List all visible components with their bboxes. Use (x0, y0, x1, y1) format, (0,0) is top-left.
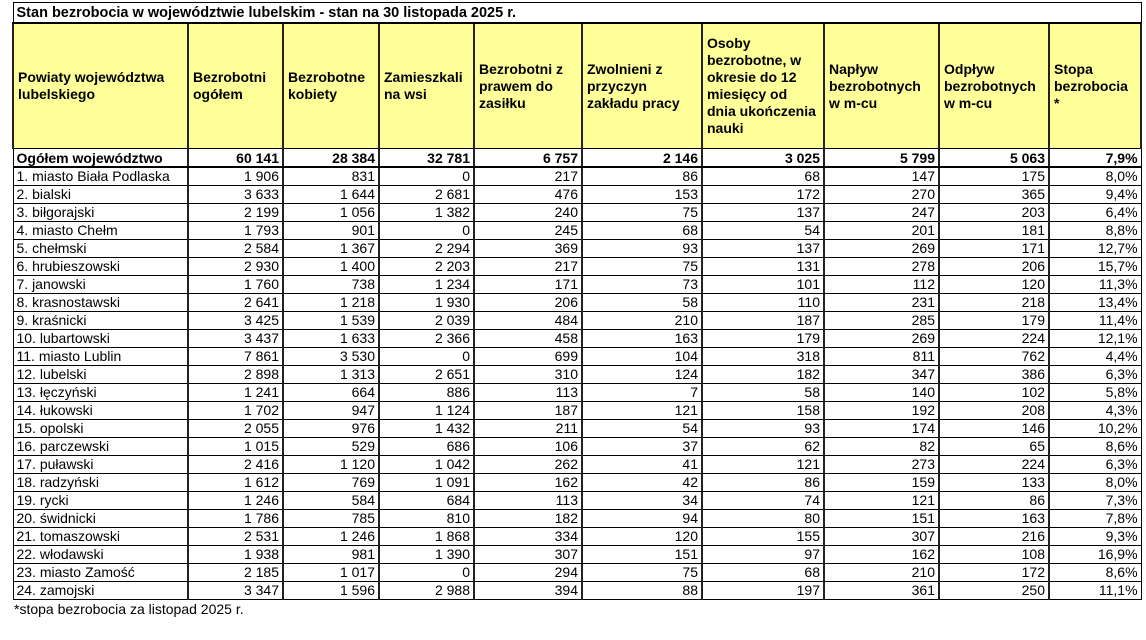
powiat-name-cell: 18. radzyński (13, 474, 188, 492)
value-cell: 1 218 (283, 294, 379, 312)
value-cell: 1 390 (379, 546, 474, 564)
table-row (13, 564, 1141, 582)
value-cell: 13,4% (1049, 294, 1141, 312)
value-cell: 0 (379, 348, 474, 366)
value-cell: 1 633 (283, 330, 379, 348)
cell: 7,9% (1049, 149, 1141, 168)
value-cell: 1 015 (188, 438, 283, 456)
value-cell: 181 (939, 222, 1049, 240)
value-cell: 162 (474, 474, 582, 492)
powiat-name-cell: 2. bialski (13, 186, 188, 204)
value-cell: 172 (702, 186, 824, 204)
powiat-name-cell: 23. miasto Zamość (13, 564, 188, 582)
value-cell: 137 (702, 204, 824, 222)
value-cell: 981 (283, 546, 379, 564)
value-cell: 41 (582, 456, 702, 474)
value-cell: 1 906 (188, 167, 283, 186)
value-cell: 1 234 (379, 276, 474, 294)
powiat-name-cell: 22. włodawski (13, 546, 188, 564)
value-cell: 2 039 (379, 312, 474, 330)
table-row (13, 456, 1141, 474)
value-cell: 7 861 (188, 348, 283, 366)
value-cell: 162 (824, 546, 939, 564)
powiat-name-cell: 13. łęczyński (13, 384, 188, 402)
header-row (13, 23, 1141, 149)
value-cell: 217 (474, 167, 582, 186)
value-cell: 250 (939, 582, 1049, 600)
table-row (13, 204, 1141, 222)
col-header-odplyw: Odpływ bezrobotnych w m-cu (939, 23, 1049, 149)
table-row (13, 384, 1141, 402)
powiat-name-cell: 16. parczewski (13, 438, 188, 456)
value-cell: 2 651 (379, 366, 474, 384)
value-cell: 2 203 (379, 258, 474, 276)
value-cell: 206 (939, 258, 1049, 276)
value-cell: 121 (702, 456, 824, 474)
powiat-name-cell: 3. biłgorajski (13, 204, 188, 222)
powiat-name-cell: 1. miasto Biała Podlaska (13, 167, 188, 186)
value-cell: 1 432 (379, 420, 474, 438)
table-row (13, 402, 1141, 420)
value-cell: 1 382 (379, 204, 474, 222)
value-cell: 2 584 (188, 240, 283, 258)
value-cell: 75 (582, 564, 702, 582)
value-cell: 80 (702, 510, 824, 528)
value-cell: 6,3% (1049, 366, 1141, 384)
value-cell: 318 (702, 348, 824, 366)
cell: 5 063 (939, 149, 1049, 168)
value-cell: 11,4% (1049, 312, 1141, 330)
table-row (13, 510, 1141, 528)
value-cell: 121 (824, 492, 939, 510)
value-cell: 476 (474, 186, 582, 204)
cell: 2 146 (582, 149, 702, 168)
value-cell: 831 (283, 167, 379, 186)
value-cell: 3 633 (188, 186, 283, 204)
table-row (13, 330, 1141, 348)
value-cell: 8,0% (1049, 474, 1141, 492)
value-cell: 140 (824, 384, 939, 402)
value-cell: 2 531 (188, 528, 283, 546)
value-cell: 307 (474, 546, 582, 564)
value-cell: 82 (824, 438, 939, 456)
value-cell: 133 (939, 474, 1049, 492)
value-cell: 7,3% (1049, 492, 1141, 510)
table-row (13, 258, 1141, 276)
value-cell: 2 416 (188, 456, 283, 474)
col-header-absolwenci: Osoby bezrobotne, w okresie do 12 miesięcy od dnia ukończenia nauki (702, 23, 824, 149)
value-cell: 240 (474, 204, 582, 222)
cell: 6 757 (474, 149, 582, 168)
value-cell: 11,3% (1049, 276, 1141, 294)
value-cell: 5,8% (1049, 384, 1141, 402)
value-cell: 217 (474, 258, 582, 276)
value-cell: 269 (824, 240, 939, 258)
value-cell: 68 (702, 167, 824, 186)
value-cell: 54 (702, 222, 824, 240)
cell: 28 384 (283, 149, 379, 168)
value-cell: 699 (474, 348, 582, 366)
value-cell: 1 367 (283, 240, 379, 258)
value-cell: 216 (939, 528, 1049, 546)
value-cell: 94 (582, 510, 702, 528)
value-cell: 7 (582, 384, 702, 402)
value-cell: 273 (824, 456, 939, 474)
value-cell: 121 (582, 402, 702, 420)
table-row (13, 222, 1141, 240)
value-cell: 93 (582, 240, 702, 258)
value-cell: 206 (474, 294, 582, 312)
value-cell: 58 (702, 384, 824, 402)
value-cell: 2 199 (188, 204, 283, 222)
value-cell: 1 760 (188, 276, 283, 294)
value-cell: 2 294 (379, 240, 474, 258)
value-cell: 187 (474, 402, 582, 420)
value-cell: 811 (824, 348, 939, 366)
value-cell: 394 (474, 582, 582, 600)
unemployment-report (12, 2, 1140, 617)
value-cell: 369 (474, 240, 582, 258)
value-cell: 75 (582, 204, 702, 222)
value-cell: 262 (474, 456, 582, 474)
value-cell: 155 (702, 528, 824, 546)
cell: Ogółem województwo (13, 149, 188, 168)
cell: 32 781 (379, 149, 474, 168)
value-cell: 147 (824, 167, 939, 186)
value-cell: 231 (824, 294, 939, 312)
value-cell: 102 (939, 384, 1049, 402)
value-cell: 310 (474, 366, 582, 384)
cell: 3 025 (702, 149, 824, 168)
powiat-name-cell: 10. lubartowski (13, 330, 188, 348)
value-cell: 10,2% (1049, 420, 1141, 438)
value-cell: 113 (474, 492, 582, 510)
value-cell: 1 246 (283, 528, 379, 546)
value-cell: 245 (474, 222, 582, 240)
value-cell: 179 (939, 312, 1049, 330)
col-header-bezrobotne-kobiety: Bezrobotne kobiety (283, 23, 379, 149)
value-cell: 151 (582, 546, 702, 564)
value-cell: 1 793 (188, 222, 283, 240)
value-cell: 1 596 (283, 582, 379, 600)
value-cell: 684 (379, 492, 474, 510)
col-header-z-prawem-do-zasilku: Bezrobotni z prawem do zasiłku (474, 23, 582, 149)
value-cell: 210 (582, 312, 702, 330)
value-cell: 171 (939, 240, 1049, 258)
powiat-name-cell: 11. miasto Lublin (13, 348, 188, 366)
value-cell: 334 (474, 528, 582, 546)
value-cell: 120 (939, 276, 1049, 294)
value-cell: 664 (283, 384, 379, 402)
value-cell: 1 539 (283, 312, 379, 330)
value-cell: 285 (824, 312, 939, 330)
value-cell: 172 (939, 564, 1049, 582)
value-cell: 6,3% (1049, 456, 1141, 474)
value-cell: 163 (939, 510, 1049, 528)
value-cell: 8,8% (1049, 222, 1141, 240)
table-row (13, 312, 1141, 330)
value-cell: 16,9% (1049, 546, 1141, 564)
value-cell: 197 (702, 582, 824, 600)
value-cell: 131 (702, 258, 824, 276)
table-title: Stan bezrobocia w województwie lubelskim - stan na 30 listopada 2025 r. (13, 3, 1141, 24)
powiat-name-cell: 8. krasnostawski (13, 294, 188, 312)
value-cell: 947 (283, 402, 379, 420)
value-cell: 458 (474, 330, 582, 348)
value-cell: 3 347 (188, 582, 283, 600)
value-cell: 347 (824, 366, 939, 384)
value-cell: 153 (582, 186, 702, 204)
value-cell: 1 241 (188, 384, 283, 402)
table-row (13, 294, 1141, 312)
value-cell: 58 (582, 294, 702, 312)
value-cell: 270 (824, 186, 939, 204)
value-cell: 1 612 (188, 474, 283, 492)
value-cell: 0 (379, 564, 474, 582)
value-cell: 146 (939, 420, 1049, 438)
col-header-bezrobotni-ogolem: Bezrobotni ogółem (188, 23, 283, 149)
value-cell: 73 (582, 276, 702, 294)
value-cell: 0 (379, 222, 474, 240)
value-cell: 179 (702, 330, 824, 348)
value-cell: 2 988 (379, 582, 474, 600)
value-cell: 104 (582, 348, 702, 366)
powiat-name-cell: 17. puławski (13, 456, 188, 474)
value-cell: 686 (379, 438, 474, 456)
value-cell: 1 056 (283, 204, 379, 222)
value-cell: 269 (824, 330, 939, 348)
value-cell: 1 091 (379, 474, 474, 492)
value-cell: 2 366 (379, 330, 474, 348)
table-row (13, 167, 1141, 186)
value-cell: 163 (582, 330, 702, 348)
value-cell: 42 (582, 474, 702, 492)
powiat-name-cell: 12. lubelski (13, 366, 188, 384)
value-cell: 4,3% (1049, 402, 1141, 420)
value-cell: 294 (474, 564, 582, 582)
value-cell: 1 313 (283, 366, 379, 384)
value-cell: 120 (582, 528, 702, 546)
value-cell: 34 (582, 492, 702, 510)
value-cell: 529 (283, 438, 379, 456)
table-row (13, 420, 1141, 438)
value-cell: 484 (474, 312, 582, 330)
value-cell: 65 (939, 438, 1049, 456)
value-cell: 1 017 (283, 564, 379, 582)
value-cell: 785 (283, 510, 379, 528)
table-row (13, 528, 1141, 546)
value-cell: 901 (283, 222, 379, 240)
value-cell: 12,1% (1049, 330, 1141, 348)
value-cell: 769 (283, 474, 379, 492)
value-cell: 247 (824, 204, 939, 222)
col-header-stopa: Stopa bezrobocia * (1049, 23, 1141, 149)
col-header-powiat: Powiaty województwa lubelskiego (13, 23, 188, 149)
value-cell: 86 (582, 167, 702, 186)
value-cell: 2 185 (188, 564, 283, 582)
value-cell: 9,3% (1049, 528, 1141, 546)
powiat-name-cell: 6. hrubieszowski (13, 258, 188, 276)
value-cell: 106 (474, 438, 582, 456)
value-cell: 1 702 (188, 402, 283, 420)
value-cell: 886 (379, 384, 474, 402)
cell: 5 799 (824, 149, 939, 168)
powiat-name-cell: 14. łukowski (13, 402, 188, 420)
value-cell: 1 938 (188, 546, 283, 564)
value-cell: 2 681 (379, 186, 474, 204)
value-cell: 187 (702, 312, 824, 330)
value-cell: 11,1% (1049, 582, 1141, 600)
value-cell: 738 (283, 276, 379, 294)
value-cell: 86 (939, 492, 1049, 510)
value-cell: 210 (824, 564, 939, 582)
value-cell: 68 (702, 564, 824, 582)
value-cell: 192 (824, 402, 939, 420)
table-row (13, 438, 1141, 456)
value-cell: 584 (283, 492, 379, 510)
value-cell: 15,7% (1049, 258, 1141, 276)
value-cell: 361 (824, 582, 939, 600)
value-cell: 7,8% (1049, 510, 1141, 528)
value-cell: 201 (824, 222, 939, 240)
value-cell: 174 (824, 420, 939, 438)
value-cell: 9,4% (1049, 186, 1141, 204)
powiat-name-cell: 20. świdnicki (13, 510, 188, 528)
value-cell: 3 425 (188, 312, 283, 330)
value-cell: 110 (702, 294, 824, 312)
value-cell: 124 (582, 366, 702, 384)
value-cell: 4,4% (1049, 348, 1141, 366)
value-cell: 203 (939, 204, 1049, 222)
unemployment-table (12, 2, 1142, 600)
value-cell: 1 644 (283, 186, 379, 204)
value-cell: 88 (582, 582, 702, 600)
value-cell: 93 (702, 420, 824, 438)
value-cell: 0 (379, 167, 474, 186)
value-cell: 307 (824, 528, 939, 546)
powiat-name-cell: 21. tomaszowski (13, 528, 188, 546)
table-row (13, 492, 1141, 510)
powiat-name-cell: 24. zamojski (13, 582, 188, 600)
table-row (13, 546, 1141, 564)
value-cell: 8,6% (1049, 564, 1141, 582)
value-cell: 224 (939, 330, 1049, 348)
value-cell: 68 (582, 222, 702, 240)
value-cell: 2 930 (188, 258, 283, 276)
value-cell: 62 (702, 438, 824, 456)
value-cell: 159 (824, 474, 939, 492)
value-cell: 6,4% (1049, 204, 1141, 222)
table-row (13, 186, 1141, 204)
value-cell: 74 (702, 492, 824, 510)
powiat-name-cell: 9. kraśnicki (13, 312, 188, 330)
value-cell: 112 (824, 276, 939, 294)
value-cell: 762 (939, 348, 1049, 366)
footnote: *stopa bezrobocia za listopad 2025 r. (14, 601, 244, 617)
value-cell: 75 (582, 258, 702, 276)
value-cell: 3 437 (188, 330, 283, 348)
table-row (13, 348, 1141, 366)
value-cell: 278 (824, 258, 939, 276)
value-cell: 2 055 (188, 420, 283, 438)
value-cell: 1 400 (283, 258, 379, 276)
powiat-name-cell: 7. janowski (13, 276, 188, 294)
powiat-name-cell: 4. miasto Chełm (13, 222, 188, 240)
table-row (13, 276, 1141, 294)
cell: 60 141 (188, 149, 283, 168)
value-cell: 54 (582, 420, 702, 438)
col-header-zwolnieni: Zwolnieni z przyczyn zakładu pracy (582, 23, 702, 149)
powiat-name-cell: 5. chełmski (13, 240, 188, 258)
value-cell: 175 (939, 167, 1049, 186)
powiat-name-cell: 19. rycki (13, 492, 188, 510)
value-cell: 1 930 (379, 294, 474, 312)
powiat-name-cell: 15. opolski (13, 420, 188, 438)
value-cell: 12,7% (1049, 240, 1141, 258)
value-cell: 1 042 (379, 456, 474, 474)
value-cell: 224 (939, 456, 1049, 474)
value-cell: 1 868 (379, 528, 474, 546)
value-cell: 97 (702, 546, 824, 564)
value-cell: 101 (702, 276, 824, 294)
col-header-naplyw: Napływ bezrobotnych w m-cu (824, 23, 939, 149)
value-cell: 3 530 (283, 348, 379, 366)
value-cell: 1 786 (188, 510, 283, 528)
value-cell: 211 (474, 420, 582, 438)
value-cell: 8,6% (1049, 438, 1141, 456)
value-cell: 182 (702, 366, 824, 384)
value-cell: 8,0% (1049, 167, 1141, 186)
value-cell: 108 (939, 546, 1049, 564)
table-row (13, 582, 1141, 600)
table-row (13, 366, 1141, 384)
value-cell: 86 (702, 474, 824, 492)
value-cell: 1 120 (283, 456, 379, 474)
value-cell: 218 (939, 294, 1049, 312)
value-cell: 2 641 (188, 294, 283, 312)
value-cell: 810 (379, 510, 474, 528)
value-cell: 1 124 (379, 402, 474, 420)
value-cell: 1 246 (188, 492, 283, 510)
value-cell: 365 (939, 186, 1049, 204)
col-header-zamieszkali-na-wsi: Zamieszkali na wsi (379, 23, 474, 149)
table-row (13, 240, 1141, 258)
total-row (13, 149, 1141, 168)
value-cell: 386 (939, 366, 1049, 384)
value-cell: 208 (939, 402, 1049, 420)
value-cell: 2 898 (188, 366, 283, 384)
value-cell: 182 (474, 510, 582, 528)
value-cell: 113 (474, 384, 582, 402)
value-cell: 158 (702, 402, 824, 420)
value-cell: 171 (474, 276, 582, 294)
value-cell: 151 (824, 510, 939, 528)
table-row (13, 474, 1141, 492)
value-cell: 976 (283, 420, 379, 438)
value-cell: 137 (702, 240, 824, 258)
value-cell: 37 (582, 438, 702, 456)
